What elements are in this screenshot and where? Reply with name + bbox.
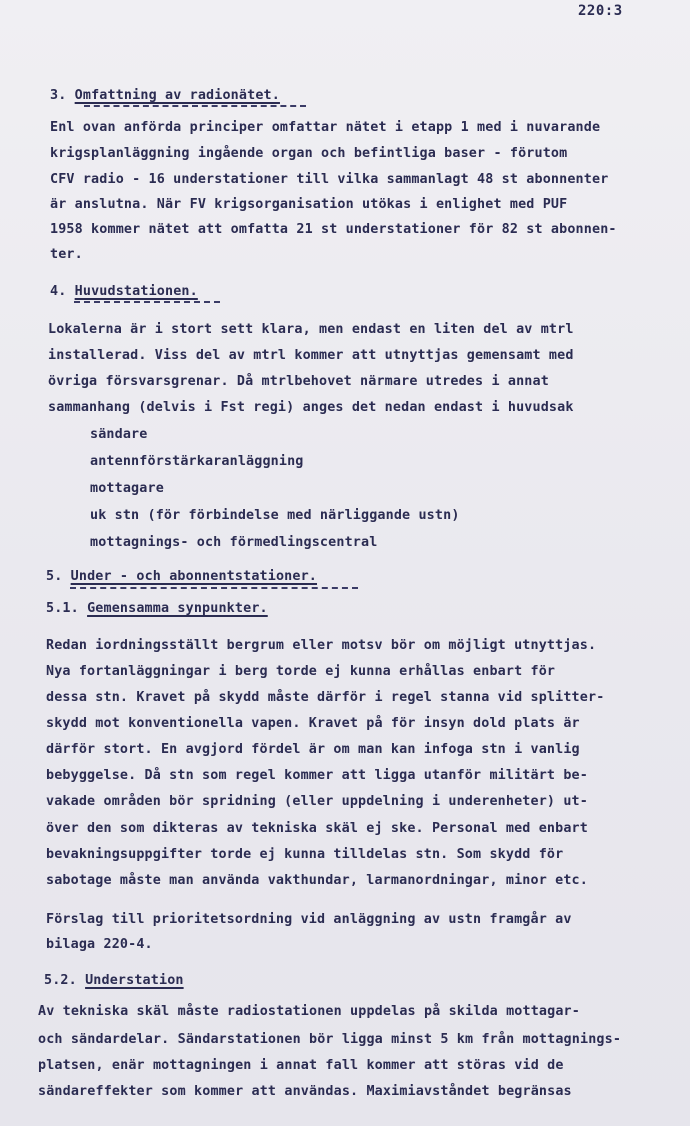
section-51-heading-line [46,600,268,618]
section-51-line-1: Redan iordningsställt bergrum eller motsv bör om möjligt utnyttjas. [46,638,597,653]
section-51-line-7: vakade områden bör spridning (eller uppdelning i underenheter) ut- [46,794,588,809]
section-4-item-1: sändare [90,427,148,442]
section-4-item-4: uk stn (för förbindelse med närliggande ustn) [90,508,460,523]
section-5-heading: Under - och abonnentstationer. [70,569,318,584]
section-4-item-3: mottagare [90,481,164,496]
section-3-line-4: är anslutna. När FV krigsorganisation utökas i enlighet med PUF [50,197,568,212]
section-4-line-3: övriga försvarsgrenar. Då mtrlbehovet närmare utredes i annat [48,374,549,389]
section-51-heading: Gemensamma synpunkter. [87,601,268,616]
section-3-heading: Omfattning av radionätet. [74,88,280,103]
section-4-line-2: installerad. Viss del av mtrl kommer att utnyttjas gemensamt med [48,348,574,363]
section-4-item-2: antennförstärkaranläggning [90,454,304,469]
section-51-line-12: bilaga 220-4. [46,937,153,952]
section-5-heading-dashes [70,587,358,589]
section-3-line-6: ter. [50,247,83,262]
section-51-line-4: skydd mot konventionella vapen. Kravet på för insyn dold plats är [46,716,580,731]
section-52-line-1: Av tekniska skäl måste radiostationen uppdelas på skilda mottagar- [38,1004,580,1019]
section-52-heading-line [44,972,184,990]
section-52-number: 5.2. [44,973,77,988]
section-51-line-8: över den som dikteras av tekniska skäl ej ske. Personal med enbart [46,821,588,836]
section-4-heading: Huvudstationen. [74,284,198,299]
section-4-heading-dashes [74,301,220,303]
section-51-number: 5.1. [46,601,79,616]
section-3-number: 3. [50,88,67,103]
section-3-heading-line [50,87,280,105]
section-52-line-4: sändareffekter som kommer att användas. Maximiavståndet begränsas [38,1084,572,1099]
section-51-line-6: bebyggelse. Då stn som regel kommer att ligga utanför militärt be- [46,768,588,783]
section-4-line-1: Lokalerna är i stort sett klara, men endast en liten del av mtrl [48,322,574,337]
section-5-heading-line [46,568,317,586]
section-52-heading: Understation [85,973,184,988]
section-3-heading-dashes [84,105,306,107]
section-51-line-9: bevakningsuppgifter torde ej kunna tilldelas stn. Som skydd för [46,847,564,862]
section-5-number: 5. [46,569,63,584]
section-3-line-2: krigsplanläggning ingående organ och befintliga baser - förutom [50,146,568,161]
section-3-line-1: Enl ovan anförda principer omfattar nätet i etapp 1 med i nuvarande [50,120,601,135]
section-51-line-11: Förslag till prioritetsordning vid anläggning av ustn framgår av [46,912,572,927]
section-3-line-5: 1958 kommer nätet att omfatta 21 st understationer för 82 st abonnen- [50,222,617,237]
section-52-line-3: platsen, enär mottagningen i annat fall kommer att störas vid de [38,1058,564,1073]
section-3-line-3: CFV radio - 16 understationer till vilka sammanlagt 48 st abonnenter [50,172,609,187]
section-52-line-2: och sändardelar. Sändarstationen bör ligga minst 5 km från mottagnings- [38,1032,622,1047]
page-number: 220:3 [578,3,623,19]
section-4-item-5: mottagnings- och förmedlingscentral [90,535,378,550]
section-4-heading-line [50,283,198,301]
section-51-line-10: sabotage måste man använda vakthundar, larmanordningar, minor etc. [46,873,588,888]
section-51-line-5: därför stort. En avgjord fördel är om man kan infoga stn i vanlig [46,742,580,757]
section-4-line-4: sammanhang (delvis i Fst regi) anges det nedan endast i huvudsak [48,400,574,415]
section-51-line-2: Nya fortanläggningar i berg torde ej kunna erhållas enbart för [46,664,556,679]
section-4-number: 4. [50,284,67,299]
section-51-line-3: dessa stn. Kravet på skydd måste därför i regel stanna vid splitter- [46,690,605,705]
